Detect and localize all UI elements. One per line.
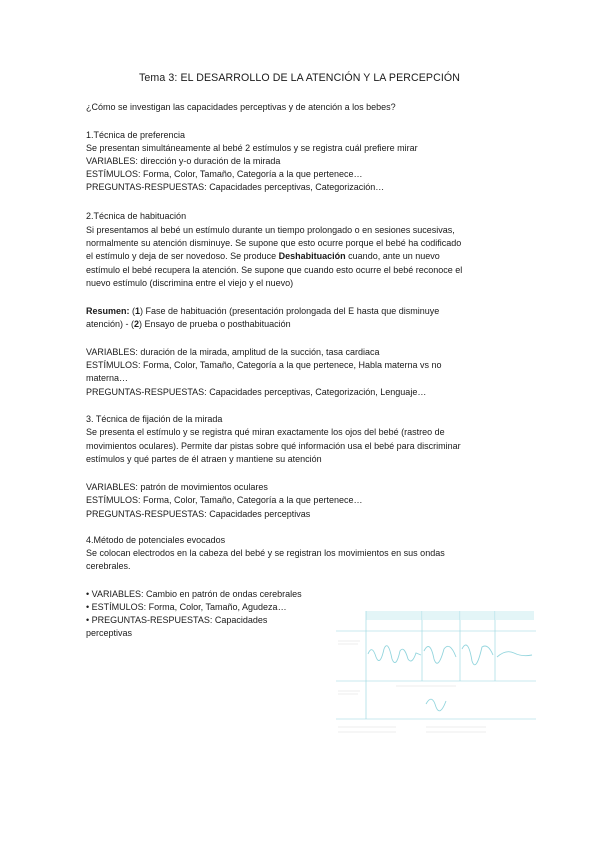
section-2-text: el estímulo y deja de ser novedoso. Se produce: [86, 251, 277, 261]
section-3-stimuli: ESTÍMULOS: Forma, Color, Tamaño, Categoría a la que pertenece…: [86, 495, 363, 505]
summary-line: atención) - (2) Ensayo de prueba o posthabituación: [86, 319, 291, 329]
summary-label: Resumen:: [86, 306, 130, 316]
section-4-bullet: • PREGUNTAS-RESPUESTAS: Capacidades: [86, 615, 268, 625]
section-2-stimuli-cont: materna…: [86, 373, 129, 383]
section-2-variables: VARIABLES: duración de la mirada, amplitud de la succión, tasa cardiaca: [86, 347, 380, 357]
intro-question: ¿Cómo se investigan las capacidades perceptivas y de atención a los bebes?: [86, 102, 396, 112]
section-4-line: Se colocan electrodos en la cabeza del bebé y se registran los movimientos en sus ondas: [86, 548, 445, 558]
section-2-line: [86, 250, 440, 262]
section-3-line: estímulos y qué partes de él atraen y mantiene su atención: [86, 454, 322, 464]
section-4-heading: 4.Método de potenciales evocados: [86, 535, 226, 545]
evoked-potentials-figure: [336, 609, 536, 741]
section-3-line: Se presenta el estímulo y se registra qué miran exactamente los ojos del bebé (rastreo de: [86, 427, 445, 437]
section-1-stimuli: ESTÍMULOS: Forma, Color, Tamaño, Categoría a la que pertenece…: [86, 169, 363, 179]
section-2-stimuli: ESTÍMULOS: Forma, Color, Tamaño, Categoría a la que pertenece, Habla materna vs no: [86, 360, 442, 370]
section-4-line: cerebrales.: [86, 561, 131, 571]
section-2-bold-term: Deshabituación: [278, 251, 346, 261]
section-2-line: estímulo el bebé recupera la atención. Se supone que cuando esto ocurre el bebé reconoce el: [86, 265, 463, 275]
section-3-heading: 3. Técnica de fijación de la mirada: [86, 414, 223, 424]
section-4-bullet: • VARIABLES: Cambio en patrón de ondas cerebrales: [86, 589, 302, 599]
section-3-line: movimientos oculares). Permite dar pistas sobre qué información usa el bebé para discriminar: [86, 441, 461, 451]
section-2-line: normalmente su atención disminuye. Se supone que esto ocurre porque el bebé ha codificado: [86, 238, 462, 248]
section-1-line: Se presentan simultáneamente al bebé 2 estímulos y se registra cuál prefiere mirar: [86, 143, 418, 153]
section-3-questions: PREGUNTAS-RESPUESTAS: Capacidades perceptivas: [86, 509, 311, 519]
section-3-variables: VARIABLES: patrón de movimientos oculares: [86, 482, 268, 492]
section-2-questions: PREGUNTAS-RESPUESTAS: Capacidades perceptivas, Categorización, Lenguaje…: [86, 387, 427, 397]
section-4-bullet-cont: perceptivas: [86, 628, 133, 638]
section-4-bullet: • ESTÍMULOS: Forma, Color, Tamaño, Agudeza…: [86, 602, 287, 612]
section-1-questions: PREGUNTAS-RESPUESTAS: Capacidades perceptivas, Categorización…: [86, 182, 385, 192]
section-1-heading: 1.Técnica de preferencia: [86, 130, 186, 140]
page-title: Tema 3: EL DESARROLLO DE LA ATENCIÓN Y LA PERCEPCIÓN: [139, 72, 460, 84]
section-1-variables: VARIABLES: dirección y-o duración de la mirada: [86, 156, 281, 166]
summary-line: Resumen: (1) Fase de habituación (presentación prolongada del E hasta que disminuye: [86, 306, 440, 316]
section-2-line: nuevo estímulo (discrimina entre el viejo y el nuevo): [86, 278, 294, 288]
section-2-text: cuando, ante un nuevo: [348, 251, 440, 261]
evoked-potentials-diagram: [336, 609, 536, 741]
section-2-heading: 2.Técnica de habituación: [86, 211, 187, 221]
section-2-line: Si presentamos al bebé un estímulo durante un tiempo prolongado o en sesiones sucesivas,: [86, 225, 455, 235]
